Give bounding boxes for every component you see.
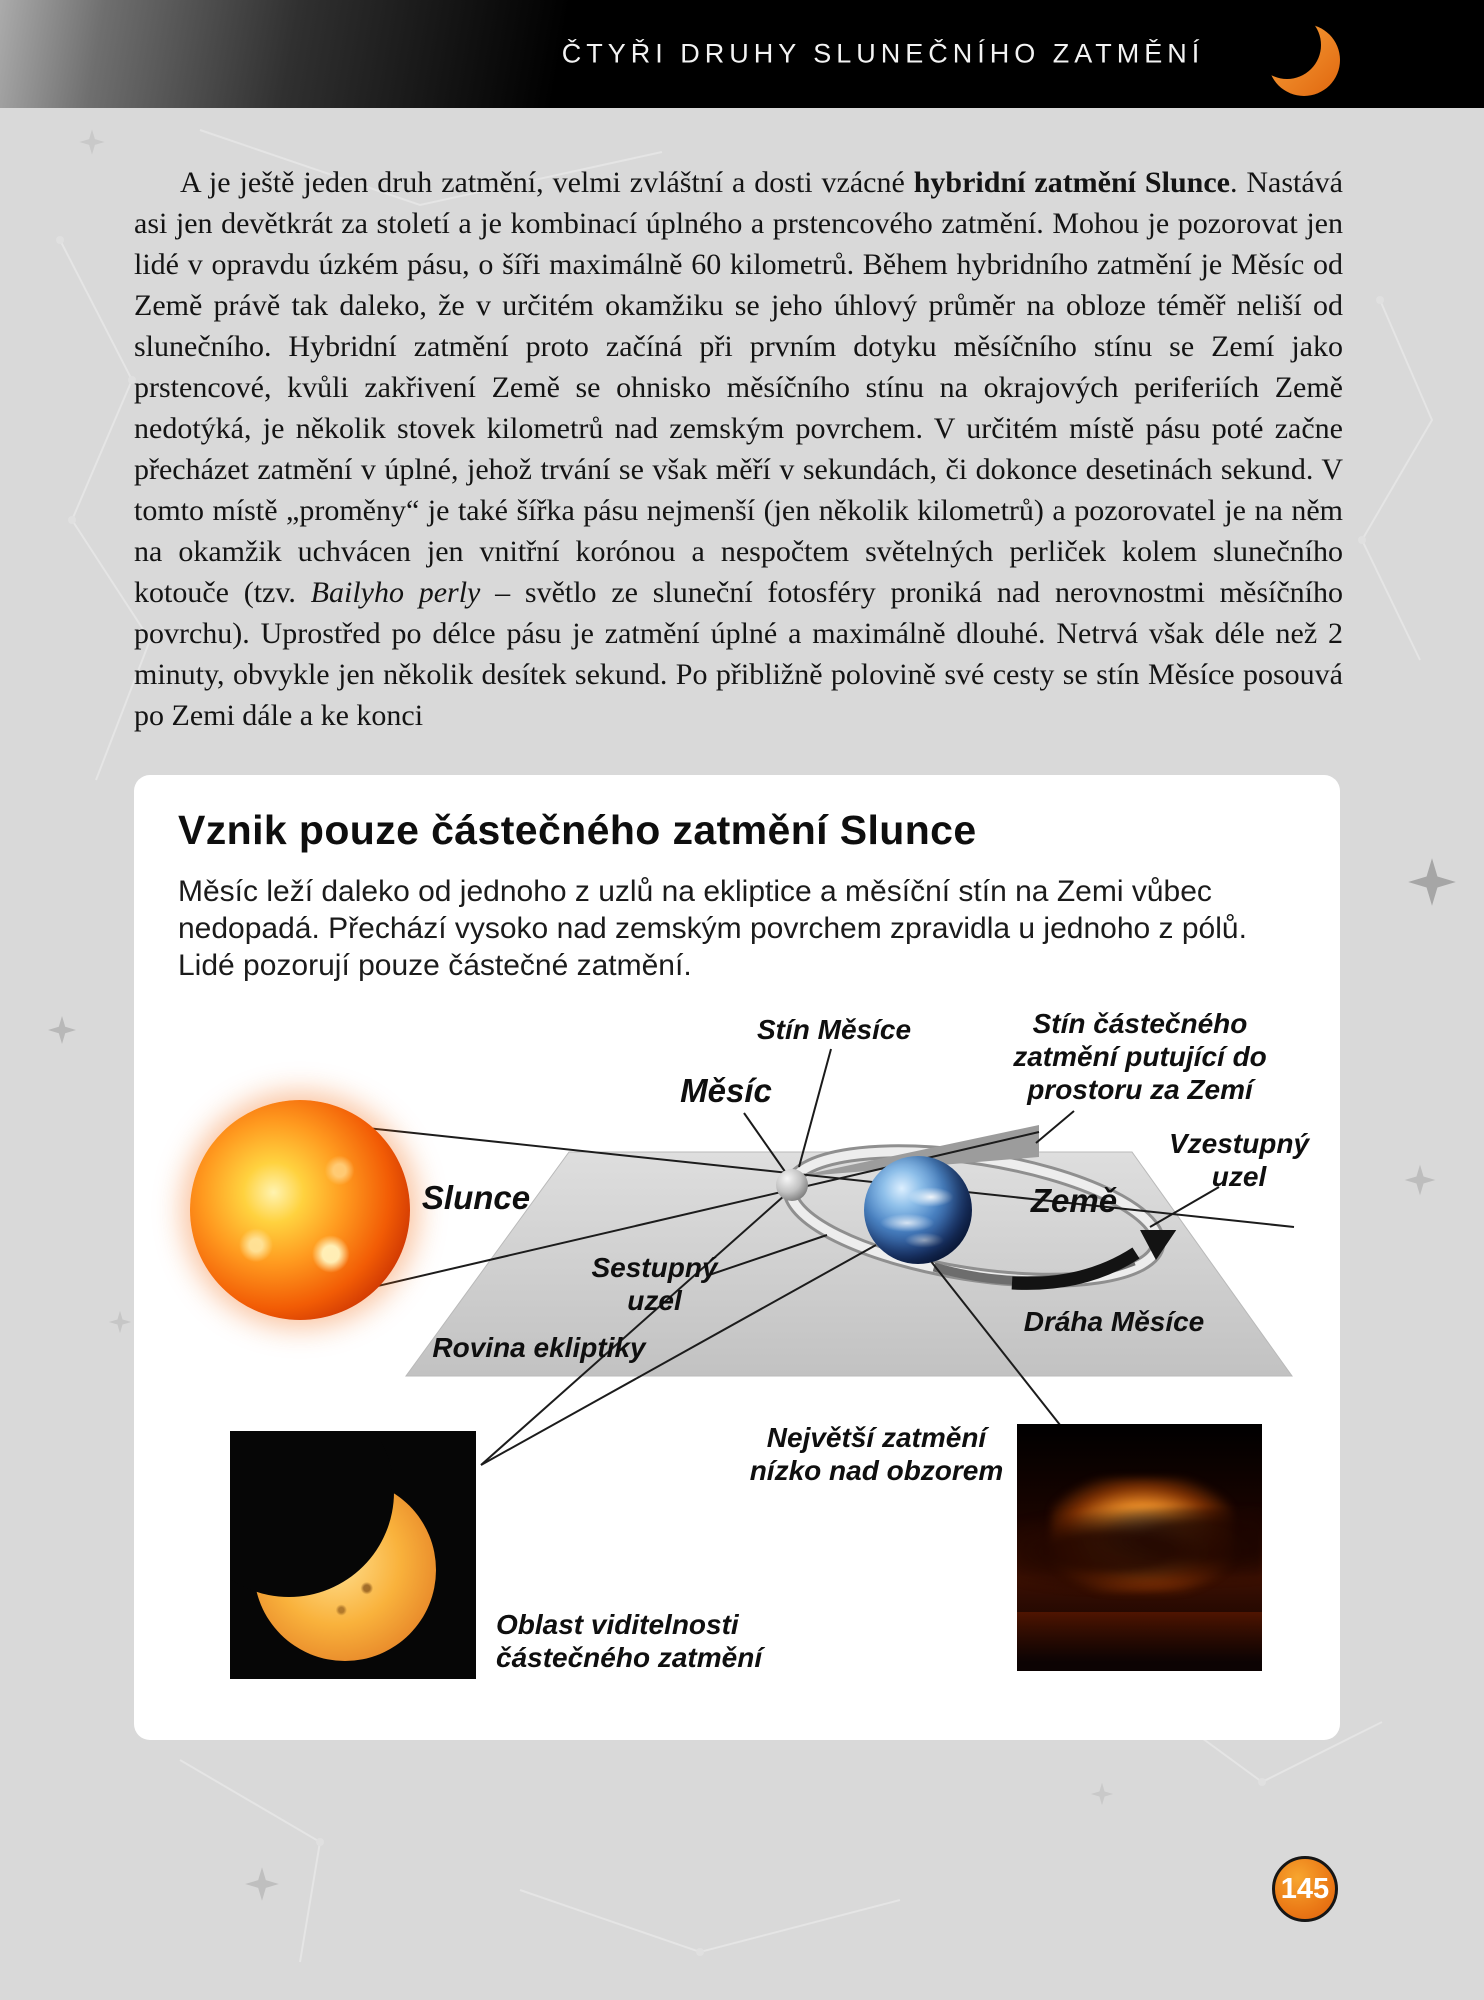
diagram-box (134, 775, 1340, 1740)
label-ascending-node: Vzestupný uzel (1168, 1128, 1310, 1192)
label-earth: Země (1030, 1182, 1118, 1219)
sun-photo (190, 1100, 410, 1320)
page-number: 145 (1280, 1872, 1330, 1905)
body-paragraph (134, 162, 1343, 736)
paragraph-bold-phrase: hybridní zatmění Slunce (913, 166, 1230, 199)
diagram-title: Vznik pouze částečného zatmění Slunce (178, 807, 977, 853)
crescent-moon-icon (1246, 8, 1356, 108)
paragraph-text-2: . Nastává asi jen devětkrát za století a je kombinací úplného a prstencového zatmění. Mohou je pozorovat jen lidé v opravdu úzkém pásu, o šíři maximálně 60 kilometrů. Během hybridního zatmění je Měsíc od Země právě tak daleko, že v určitém okamžiku se jeho úhlový průměr na obloze téměř neliší od slunečního. Hybridní zatmění proto začíná při prvním dotyku měsíčního stínu se Zemí jako prstencové, kvůli zakřivení Země se ohnisko měsíčního stínu na okrajových periferiích Země nedotýká, je několik stovek kilometrů nad zemským povrchem. V určitém místě pásu poté začne přecházet zatmění v úplné, jehož trvání se však měří v sekundách, či dokonce desetinách sekund. V tomto místě „proměny“ je také šířka pásu nejmenší (jen několik kilometrů) a pozorovatel je na něm na okamžik uchvácen jen vnitřní korónou a nespočtem světelných perliček kolem slunečního kotouče (tzv. (134, 166, 1343, 609)
horizon-eclipse-photo (1017, 1424, 1262, 1671)
page-number-badge (1272, 1856, 1338, 1922)
label-moon-path: Dráha Měsíce (1023, 1306, 1205, 1337)
eclipsed-sun-disc (254, 1479, 436, 1661)
horizon-strip (1017, 1612, 1262, 1671)
paragraph-text-3: – světlo ze sluneční fotosféry proniká nad nerovnostmi měsíčního povrchu). Uprostřed po délce pásu je zatmění úplné a maximálně dlouhé. Netrvá však déle než 2 minuty, obvykle jen několik desítek sekund. Po přibližně polovině své cesty se stín Měsíce posouvá po Zemi dále a ke konci (134, 576, 1343, 732)
label-sun: Slunce (421, 1179, 531, 1216)
label-descending-node: Sestupný uzel (591, 1252, 718, 1316)
cloud-band (1017, 1508, 1262, 1592)
label-moon: Měsíc (680, 1072, 772, 1109)
label-visibility-area: Oblast viditelnosti částečného zatmění (496, 1609, 763, 1673)
paragraph-text-1: A je ještě jeden druh zatmění, velmi zvláštní a dosti vzácné (180, 166, 914, 199)
diagram-subtitle: Měsíc leží daleko od jednoho z uzlů na ekliptice a měsíční stín na Zemi vůbec nedopadá. Přechází vysoko nad zemským povrchem zpravidla u jednoho z pólů. Lidé pozorují pouze částečné zatmění. (178, 875, 1247, 982)
partial-eclipse-photo (230, 1431, 476, 1679)
label-ecliptic-plane: Rovina ekliptiky (432, 1332, 646, 1363)
page-header (0, 0, 1484, 108)
earth-photo (864, 1156, 972, 1264)
label-partial-shadow: Stín částečného zatmění putující do prostoru za Zemí (1013, 1008, 1267, 1105)
moon-sphere (776, 1169, 808, 1201)
label-moon-shadow: Stín Měsíce (756, 1014, 912, 1045)
chapter-title: ČTYŘI DRUHY SLUNEČNÍHO ZATMĚNÍ (561, 38, 1205, 69)
moon-bite-shadow (230, 1431, 394, 1597)
paragraph-italic-phrase: Bailyho perly (310, 576, 481, 609)
label-greatest-eclipse: Největší zatmění nízko nad obzorem (749, 1422, 1004, 1486)
